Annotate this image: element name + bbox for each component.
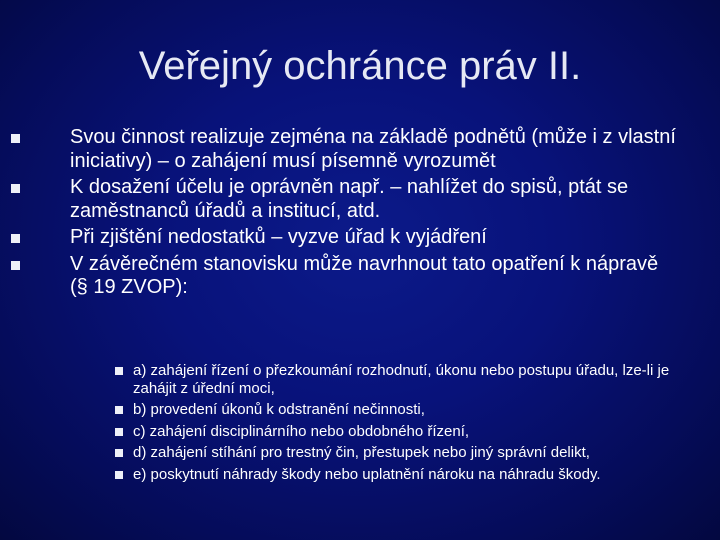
square-bullet-icon bbox=[115, 471, 123, 479]
slide-title: Veřejný ochránce práv II. bbox=[138, 44, 582, 88]
main-bullet-item bbox=[70, 126, 680, 173]
square-bullet-icon bbox=[11, 234, 20, 243]
square-bullet-icon bbox=[11, 134, 20, 143]
sub-bullet-text: c) zahájení disciplinárního nebo obdobného řízení, bbox=[133, 422, 470, 440]
main-bullet-text: K dosažení účelu je oprávněn např. – nahlížet do spisů, ptát se zaměstnanců úřadů a institucí, atd. bbox=[70, 176, 629, 222]
square-bullet-icon bbox=[115, 449, 123, 457]
square-bullet-icon bbox=[115, 428, 123, 436]
sub-bullet-text: d) zahájení stíhání pro trestný čin, přestupek nebo jiný správní delikt, bbox=[133, 444, 590, 461]
sub-bullet-text: a) zahájení řízení o přezkoumání rozhodnutí, úkonu nebo postupu úřadu, lze-li je zahájit z úřední moci, bbox=[133, 362, 670, 397]
main-bullet-list bbox=[70, 126, 680, 303]
sub-bullet-item bbox=[133, 362, 693, 397]
main-bullet-text: Svou činnost realizuje zejména na základě podnětů (může i z vlastní iniciativy) – o zahájení musí písemně vyrozumět bbox=[70, 126, 676, 172]
sub-bullet-item bbox=[133, 444, 693, 462]
square-bullet-icon bbox=[115, 406, 123, 414]
sub-bullet-list bbox=[133, 362, 693, 487]
main-bullet-item bbox=[70, 226, 680, 250]
sub-bullet-text: e) poskytnutí náhrady škody nebo uplatnění nároku na náhradu škody. bbox=[133, 465, 601, 483]
sub-bullet-item bbox=[133, 466, 693, 484]
main-bullet-text: Při zjištění nedostatků – vyzve úřad k vyjádření bbox=[70, 226, 487, 248]
square-bullet-icon bbox=[11, 184, 20, 193]
main-bullet-item bbox=[70, 253, 680, 300]
main-bullet-item bbox=[70, 176, 680, 223]
sub-bullet-item bbox=[133, 401, 693, 419]
main-bullet-text: V závěrečném stanovisku může navrhnout tato opatření k nápravě (§ 19 ZVOP): bbox=[70, 252, 659, 298]
sub-bullet-item bbox=[133, 423, 693, 441]
square-bullet-icon bbox=[115, 367, 123, 375]
sub-bullet-text: b) provedení úkonů k odstranění nečinnosti, bbox=[133, 401, 425, 418]
square-bullet-icon bbox=[11, 261, 20, 270]
